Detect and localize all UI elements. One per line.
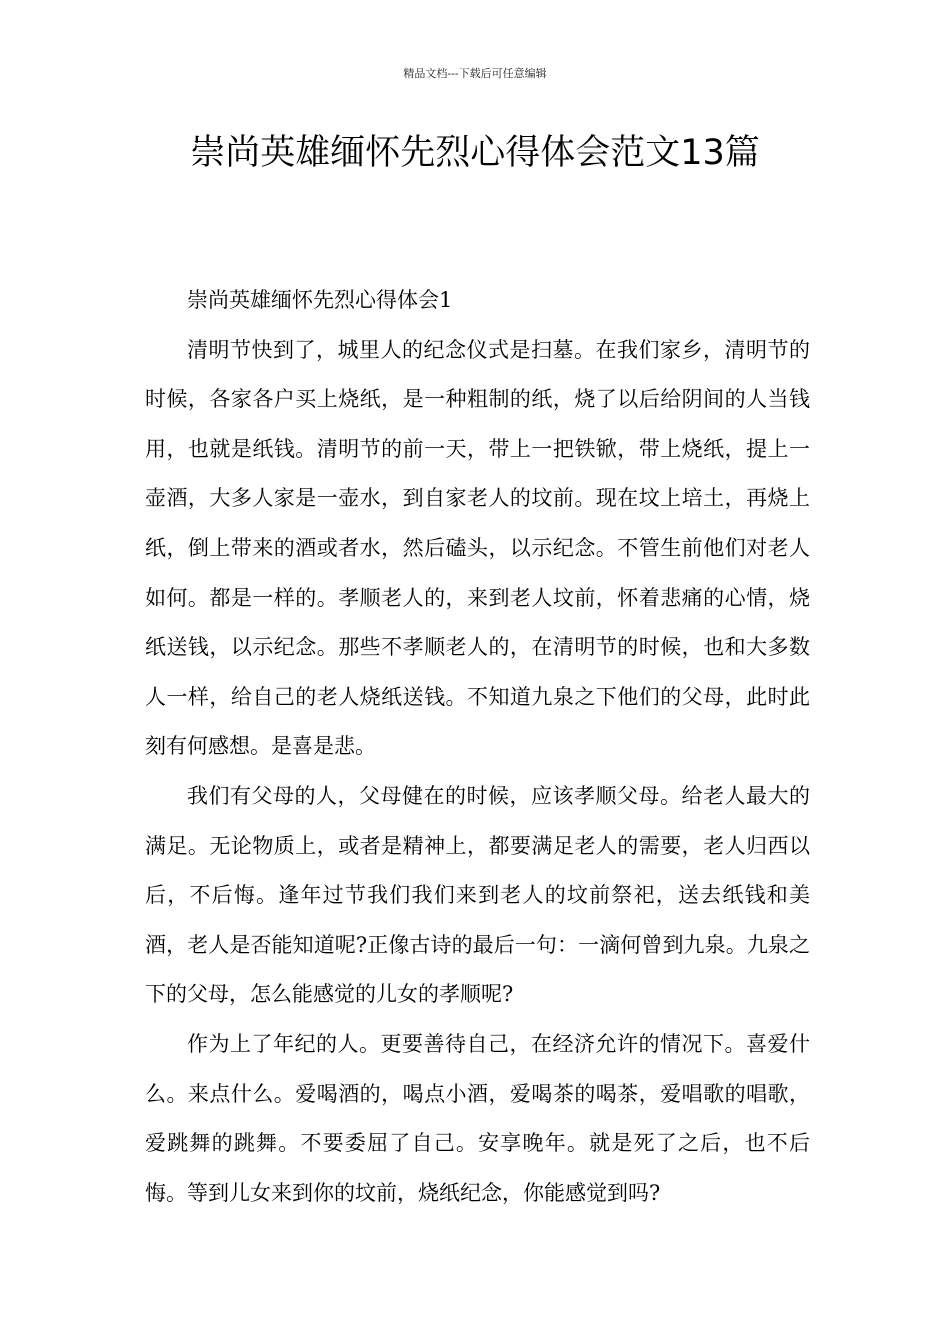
section-heading: 崇尚英雄缅怀先烈心得体会1 <box>187 288 453 312</box>
document-body <box>145 276 810 1218</box>
header-note: 精品文档---下载后可任意编辑 <box>403 67 547 80</box>
paragraph-3: 作为上了年纪的人。更要善待自己，在经济允许的情况下。喜爱什么。来点什么。爱喝酒的，喝点小酒，爱喝茶的喝茶，爱唱歌的唱歌，爱跳舞的跳舞。不要委屈了自己。安享晚年。就是死了之后，也不后悔。等到儿女来到你的坟前，烧纸纪念，你能感觉到吗? <box>145 1031 810 1205</box>
document-title: 崇尚英雄缅怀先烈心得体会范文13篇 <box>190 133 760 173</box>
paragraph-2: 我们有父母的人，父母健在的时候，应该孝顺父母。给老人最大的满足。无论物质上，或者是精神上，都要满足老人的需要，老人归西以后，不后悔。逢年过节我们我们来到老人的坟前祭祀，送去纸钱和美酒，老人是否能知道呢?正像古诗的最后一句：一滴何曾到九泉。九泉之下的父母，怎么能感觉的儿女的孝顺呢? <box>145 783 810 1007</box>
paragraph-1: 清明节快到了，城里人的纪念仪式是扫墓。在我们家乡，清明节的时候，各家各户买上烧纸，是一种粗制的纸，烧了以后给阴间的人当钱用，也就是纸钱。清明节的前一天，带上一把铁锨，带上烧纸，提上一壶酒，大多人家是一壶水，到自家老人的坟前。现在坟上培土，再烧上纸，倒上带来的酒或者水，然后磕头，以示纪念。不管生前他们对老人如何。都是一样的。孝顺老人的，来到老人坟前，怀着悲痛的心情，烧纸送钱，以示纪念。那些不孝顺老人的，在清明节的时候，也和大多数人一样，给自己的老人烧纸送钱。不知道九泉之下他们的父母，此时此刻有何感想。是喜是悲。 <box>145 337 810 759</box>
